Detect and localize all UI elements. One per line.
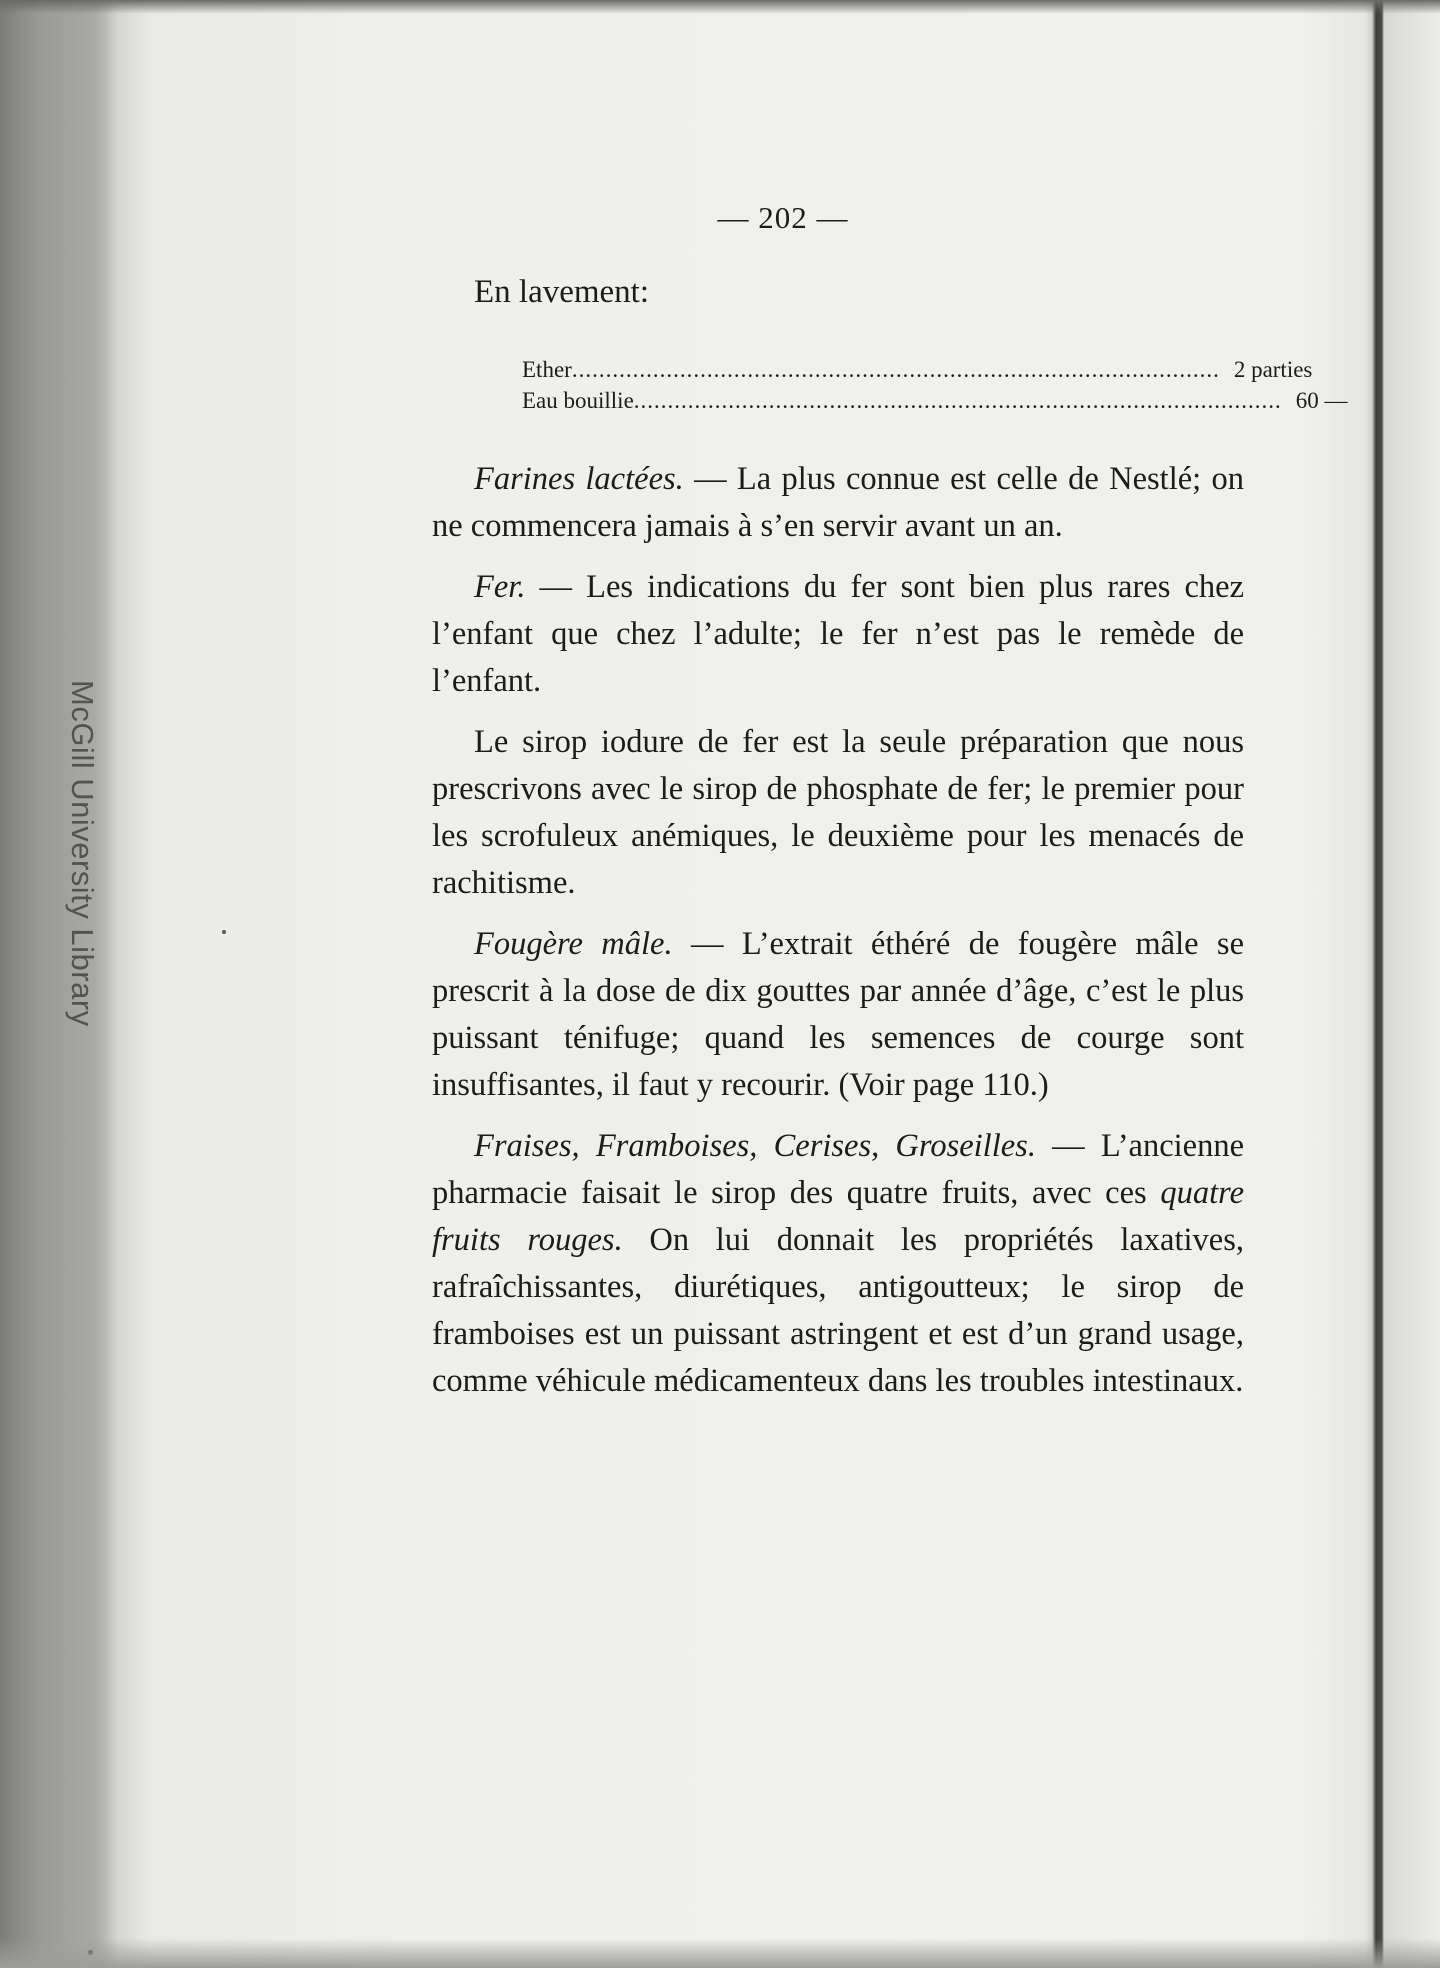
dust-speck (88, 1950, 93, 1955)
paragraph-fougere (432, 921, 1244, 1109)
entry-heading: Fraises, Framboises, Cerises, Groseilles. (474, 1128, 1036, 1164)
entry-text: — La plus connue est celle de Nestlé; on ne commencera jamais à s’en servir avant un an. (432, 461, 1244, 544)
recipe-row (522, 385, 1348, 416)
recipe-row (522, 354, 1313, 385)
library-stamp: McGill University Library (65, 680, 100, 1027)
paragraph-fraises (432, 1123, 1244, 1405)
entry-text: — L’ancienne pharmacie faisait le sirop des quatre fruits, avec ces (432, 1128, 1245, 1211)
dust-speck (222, 930, 226, 934)
page-content (432, 200, 1348, 1419)
body-text (432, 456, 1244, 1405)
recipe-ingredient: Eau bouillie (522, 388, 634, 413)
entry-heading: Farines lactées. (474, 461, 684, 497)
dot-leader: ................................................................................................ (633, 388, 1282, 413)
entry-text: — L’extrait éthéré de fougère mâle se prescrit à la dose de dix gouttes par année d’âge, c’est le plus puissant ténifuge; quand les semences de courge sont insuffisantes, il faut y recourir. (Voir page 110.) (432, 926, 1244, 1103)
recipe-quantity: 2 parties (1233, 357, 1313, 382)
page-number: — 202 — (717, 200, 849, 235)
entry-emphasis: quatre fruits rouges. (432, 1175, 1244, 1258)
entry-text: On lui donnait les propriétés laxatives, rafraîchissantes, diurétiques, antigoutteux; le sirop de framboises est un puissant astringent et est d’un grand usage, comme véhicule médicamenteux dans les troubles intestinaux. (432, 1222, 1244, 1399)
intro-line: En lavement: (474, 274, 650, 310)
entry-heading: Fougère mâle. (474, 926, 673, 962)
entry-text: — Les indications du fer sont bien plus rares chez l’enfant que chez l’adulte; le fer n’est pas le remède de l’enfant. (432, 569, 1244, 699)
recipe-table (522, 354, 1348, 416)
dot-leader: ................................................................................................ (571, 357, 1220, 382)
paragraph-farines (432, 456, 1244, 550)
entry-heading: Fer. (474, 569, 526, 605)
recipe-quantity: 60 — (1295, 388, 1348, 413)
paragraph-fer (432, 564, 1244, 705)
entry-text: Le sirop iodure de fer est la seule préparation que nous prescrivons avec le sirop de phosphate de fer; le premier pour les scrofuleux anémiques, le deuxième pour les menacés de rachitisme. (432, 724, 1244, 901)
paragraph-sirop (432, 719, 1244, 907)
recipe-ingredient: Ether (522, 357, 572, 382)
